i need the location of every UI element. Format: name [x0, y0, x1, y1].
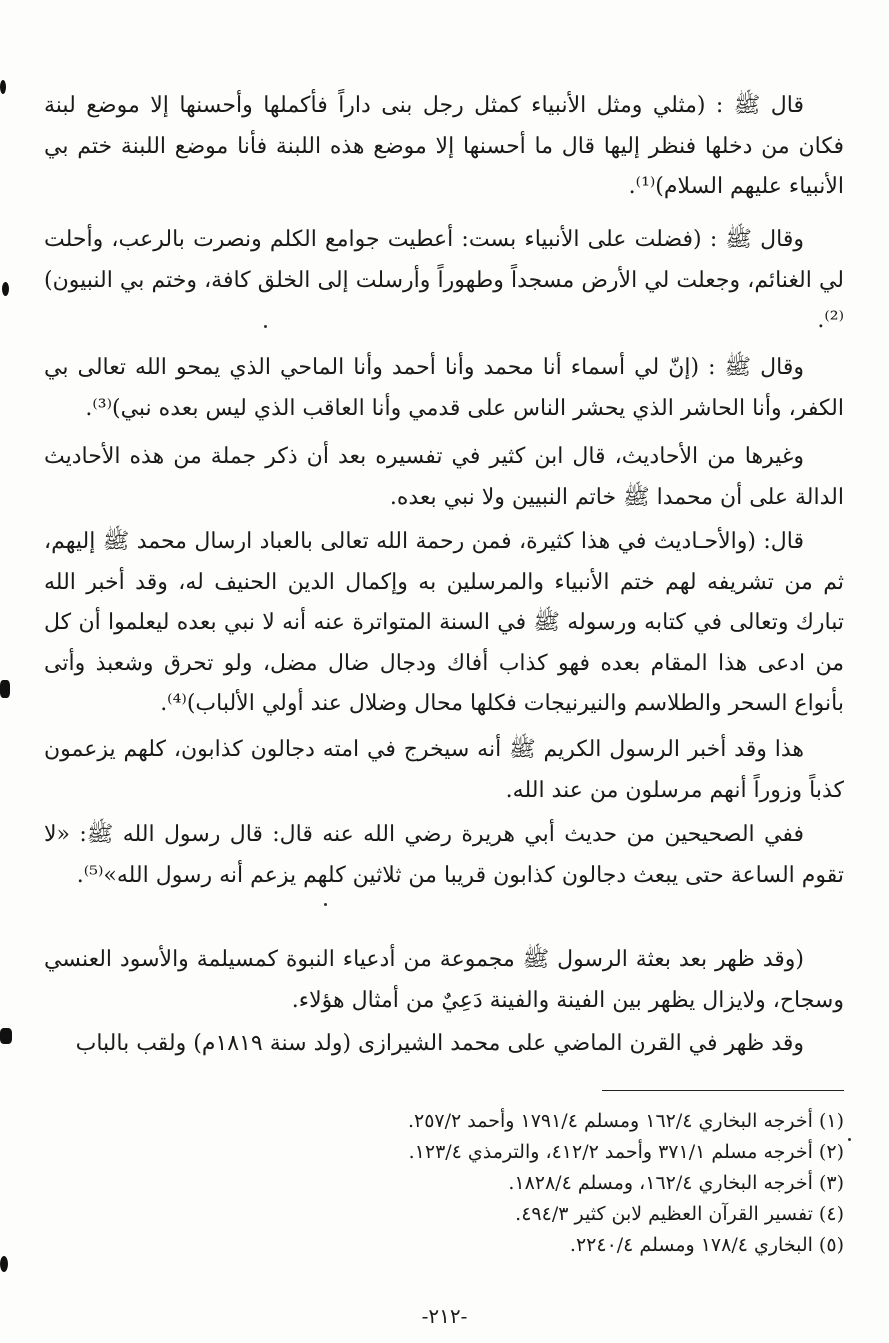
paragraph-hadith-house — [44, 86, 844, 208]
page-number: -٢١٢- — [421, 1304, 468, 1328]
scan-speck — [324, 903, 327, 906]
footnote-5: (٥) البخاري ١٧٨/٤ ومسلم ٢٢٤٠/٤. — [569, 1234, 844, 1256]
scan-artifact — [0, 80, 6, 94]
paragraph-ibn-kathir-intro — [44, 437, 844, 518]
scan-artifact — [0, 680, 10, 698]
paragraph-hadith-names — [44, 348, 844, 429]
paragraph-shirazi — [44, 1024, 844, 1065]
paragraph-text: قال ﷺ : (مثلي ومثل الأنبياء كمثل رجل بنى داراً فأكملها وأحسنها إلا موضع لبنة فكان من دخلها فنظر إليها قال ما أحسنها إلا موضع هذه اللبنة فأنا موضع اللبنة ختم بي الأنبياء عليهم السلام)⁽¹⁾. — [44, 93, 844, 199]
footnote-1: (١) أخرجه البخاري ١٦٢/٤ ومسلم ١٧٩١/٤ وأحمد ٢٥٧/٢. — [407, 1110, 844, 1132]
footnote-divider — [602, 1090, 844, 1091]
paragraph-claimants — [44, 940, 844, 1021]
paragraph-text: هذا وقد أخبر الرسول الكريم ﷺ أنه سيخرج في امته دجالون كذابون، كلهم يزعمون كذباً وزوراً أنهم مرسلون من عند الله. — [44, 737, 844, 803]
paragraph-hadith-six-virtues — [44, 220, 844, 342]
paragraph-text: قال: (والأحـاديث في هذا كثيرة، فمن رحمة الله تعالى بالعباد ارسال محمد ﷺ إليهم، ثم من تشريفه لهم ختم الأنبياء والمرسلين به وإكمال الدين الحنيف له، وقد أخبر الله تبارك وتعالى في كتابه ورسوله ﷺ في السنة المتواترة عنه أنه لا نبي بعده ليعلموا أن كل من ادعى هذا المقام بعده فهو كذاب أفاك ودجال ضال مضل، ولو تحرق وشعبذ وأتى بأنواع السحر والطلاسم والنيرنيجات فكلها محال وضلال عند أولي الألباب)⁽⁴⁾. — [44, 529, 844, 716]
paragraph-ibn-kathir-quote — [44, 522, 844, 725]
paragraph-text: وقال ﷺ : (إنّ لي أسماء أنا محمد وأنا أحمد وأنا الماحي الذي يمحو الله تعالى بي الكفر، وأنا الحاشر الذي يحشر الناس على قدمي وأنا العاقب الذي ليس بعده نبي)⁽³⁾. — [44, 355, 844, 421]
footnote-2: (٢) أخرجه مسلم ٣٧١/١ وأحمد ٤١٢/٢، والترمذي ١٢٣/٤. — [408, 1141, 844, 1163]
scan-artifact — [2, 282, 9, 296]
paragraph-sahihain-hadith — [44, 815, 844, 896]
paragraph-text: (وقد ظهر بعد بعثة الرسول ﷺ مجموعة من أدعياء النبوة كمسيلمة والأسود العنسي وسجاح، ولايزال يظهر بين الفينة والفينة دَعِيٌ من أمثال هؤلاء. — [44, 947, 844, 1013]
scan-artifact — [0, 1028, 12, 1044]
paragraph-text: وغيرها من الأحاديث، قال ابن كثير في تفسيره بعد أن ذكر جملة من هذه الأحاديث الدالة على أن محمدا ﷺ خاتم النبيين ولا نبي بعده. — [44, 444, 844, 510]
scan-artifact — [0, 1256, 8, 1272]
scan-speck — [848, 1138, 851, 1141]
paragraph-false-prophets — [44, 730, 844, 811]
paragraph-text: وقال ﷺ : (فضلت على الأنبياء بست: أعطيت جوامع الكلم ونصرت بالرعب، وأحلت لي الغنائم، وجعلت لي الأرض مسجداً وطهوراً وأرسلت إلى الخلق كافة، وختم بي النبيون)⁽²⁾. — [44, 227, 844, 333]
footnote-3: (٣) أخرجه البخاري ١٦٢/٤، ومسلم ١٨٢٨/٤. — [508, 1172, 844, 1194]
footnote-4: (٤) تفسير القرآن العظيم لابن كثير ٤٩٤/٣. — [515, 1203, 844, 1225]
footnotes — [44, 1106, 844, 1261]
paragraph-text: ففي الصحيحين من حديث أبي هريرة رضي الله عنه قال: قال رسول الله ﷺ: «لا تقوم الساعة حتى يبعث دجالون كذابون قريبا من ثلاثين كلهم يزعم أنه رسول الله»⁽⁵⁾. — [44, 822, 844, 888]
paragraph-text: وقد ظهر في القرن الماضي على محمد الشيرازى (ولد سنة ١٨١٩م) ولقب بالباب — [75, 1031, 804, 1056]
